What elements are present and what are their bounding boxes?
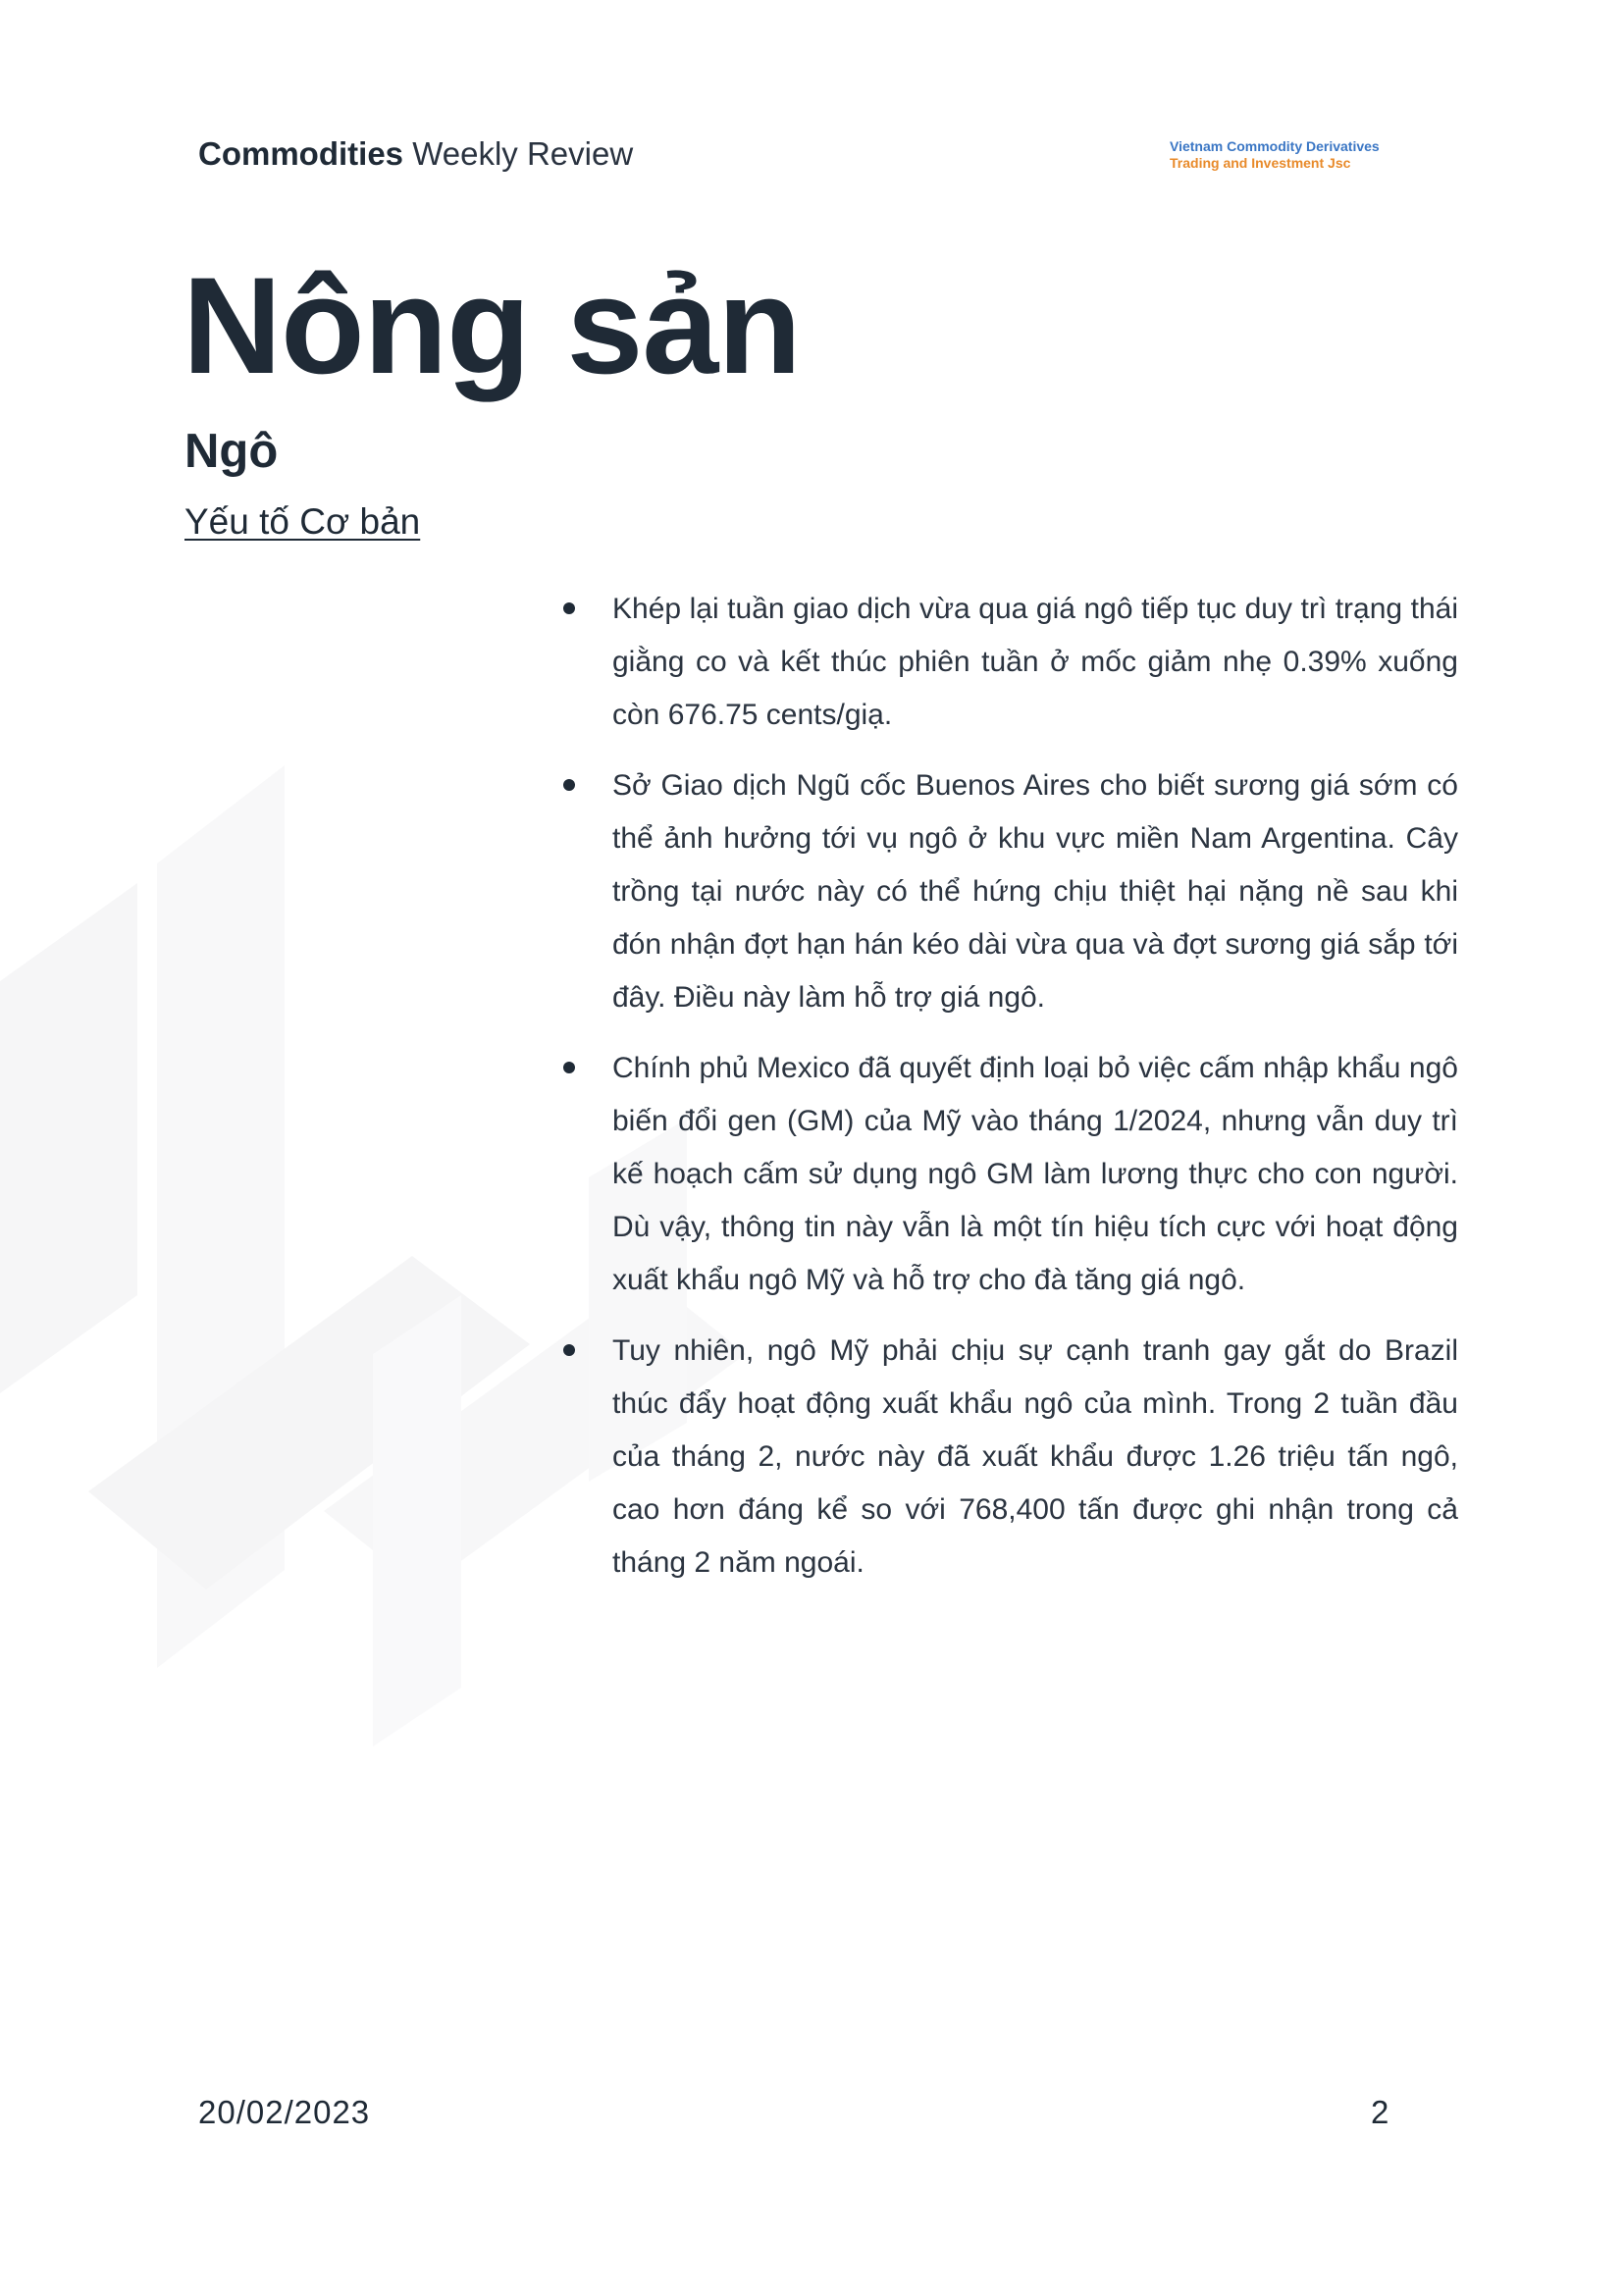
bullet-text: Khép lại tuần giao dịch vừa qua giá ngô tiếp tục duy trì trạng thái giằng co và kết thúc phiên tuần ở mốc giảm nhẹ 0.39% xuống còn 676.75 cents/giạ. xyxy=(612,593,1458,731)
bullet-item xyxy=(563,759,1458,1024)
section-heading: Yếu tố Cơ bản xyxy=(184,501,421,542)
section-subtitle: Ngô xyxy=(184,425,279,478)
bullet-dot-icon xyxy=(563,602,575,614)
report-header xyxy=(198,135,633,173)
bullet-item xyxy=(563,1325,1458,1590)
bullet-dot-icon xyxy=(563,1344,575,1356)
bullet-text: Tuy nhiên, ngô Mỹ phải chịu sự cạnh tranh gay gắt do Brazil thúc đẩy hoạt động xuất khẩu ngô của mình. Trong 2 tuần đầu của tháng 2, nước này đã xuất khẩu được 1.26 triệu tấn ngô, cao hơn đáng kể so với 768,400 tấn được ghi nhận trong cả tháng 2 năm ngoái. xyxy=(612,1334,1458,1579)
header-bold-text: Commodities xyxy=(198,135,404,172)
header-rest-text: Weekly Review xyxy=(403,135,634,172)
bullet-item xyxy=(563,583,1458,742)
logo-line-1: Vietnam Commodity Derivatives xyxy=(1170,138,1380,154)
page-number: 2 xyxy=(1371,2094,1389,2130)
company-logo xyxy=(1170,138,1380,172)
page-title: Nông sản xyxy=(183,248,801,402)
bullet-text: Sở Giao dịch Ngũ cốc Buenos Aires cho biết sương giá sớm có thể ảnh hưởng tới vụ ngô ở khu vực miền Nam Argentina. Cây trồng tại nước này có thể hứng chịu thiệt hại nặng nề sau khi đón nhận đợt hạn hán kéo dài vừa qua và đợt sương giá sắp tới đây. Điều này làm hỗ trợ giá ngô. xyxy=(612,769,1458,1014)
bullet-item xyxy=(563,1042,1458,1307)
bullet-dot-icon xyxy=(563,779,575,791)
bullet-list xyxy=(563,583,1458,1607)
bullet-text: Chính phủ Mexico đã quyết định loại bỏ việc cấm nhập khẩu ngô biến đổi gen (GM) của Mỹ vào tháng 1/2024, nhưng vẫn duy trì kế hoạch cấm sử dụng ngô GM làm lương thực cho con người. Dù vậy, thông tin này vẫn là một tín hiệu tích cực với hoạt động xuất khẩu ngô Mỹ và hỗ trợ cho đà tăng giá ngô. xyxy=(612,1052,1458,1296)
bullet-dot-icon xyxy=(563,1062,575,1073)
logo-line-2: Trading and Investment Jsc xyxy=(1170,155,1351,171)
footer-date: 20/02/2023 xyxy=(198,2094,371,2130)
